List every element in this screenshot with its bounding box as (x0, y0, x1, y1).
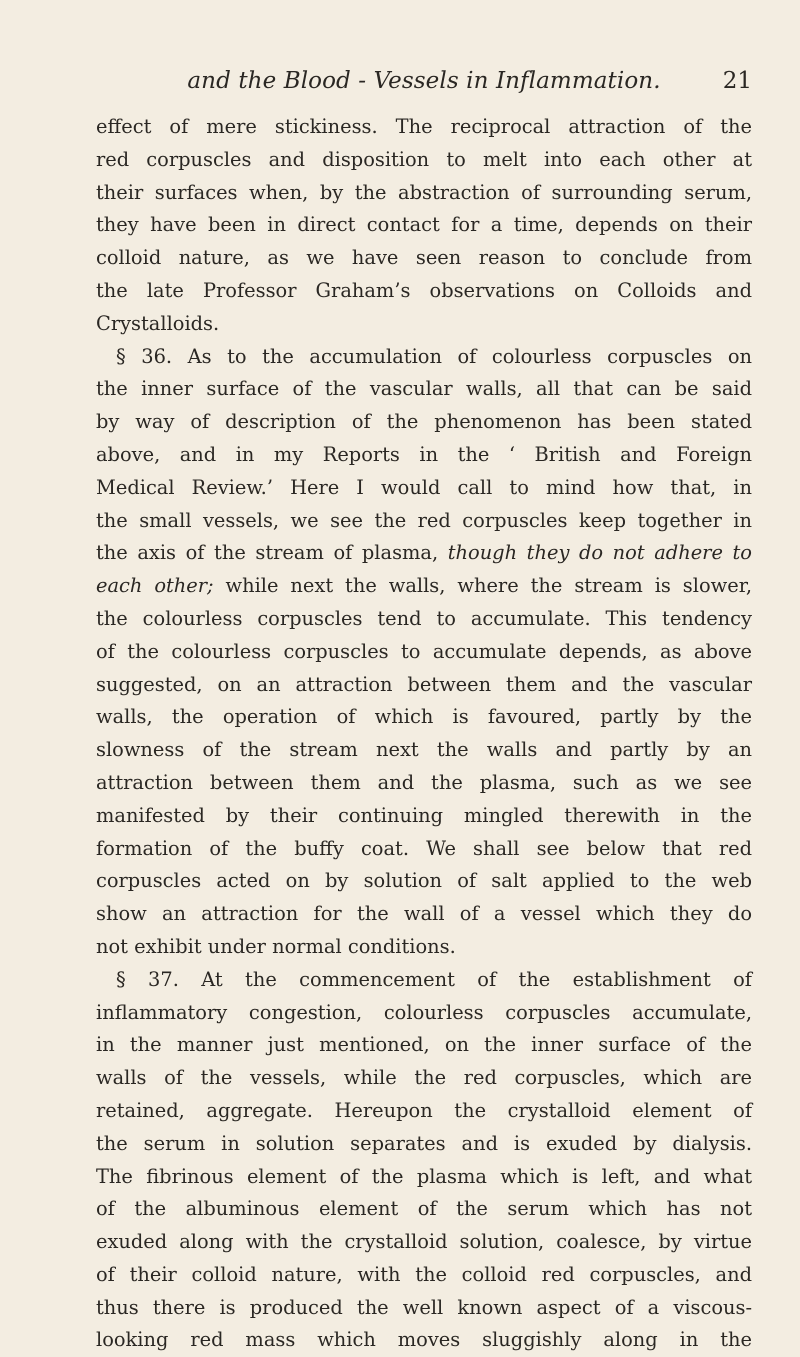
text-line: of the colourless corpuscles to accumulate depends, as above (96, 639, 752, 663)
italic-phrase: each other; (96, 574, 214, 598)
text-line: suggested, on an attraction between them and the vascular (96, 672, 752, 696)
text-line: they have been in direct contact for a time, depends on their (96, 213, 752, 237)
italic-phrase: though they do not adhere to (438, 541, 752, 565)
text-line: thus there is produced the well known aspect of a viscous- (96, 1295, 752, 1319)
text-line: walls, the operation of which is favoured, partly by the (96, 705, 752, 729)
page-number: 21 (722, 68, 752, 94)
text-line: inflammatory congestion, colourless corpuscles accumulate, (96, 1000, 752, 1024)
body-text (96, 111, 752, 1357)
text-line: each other; while next the walls, where the stream is slower, (96, 574, 752, 598)
text-line: the small vessels, we see the red corpuscles keep together in (96, 508, 752, 532)
text-line: the inner surface of the vascular walls, all that can be said (96, 377, 752, 401)
text-line: the serum in solution separates and is exuded by dialysis. (96, 1131, 752, 1155)
section-37-start: § 37. At the commencement of the establishment of (116, 967, 752, 991)
text-line: above, and in my Reports in the ‘ British and Foreign (96, 442, 752, 466)
text-line: exuded along with the crystalloid solution, coalesce, by virtue (96, 1230, 752, 1254)
text-line: effect of mere stickiness. The reciprocal attraction of the (96, 115, 752, 138)
text-line: the colourless corpuscles tend to accumulate. This tendency (96, 606, 752, 630)
text-line: the late Professor Graham’s observations on Colloids and (96, 278, 752, 302)
text-line: the axis of the stream of plasma, though they do not adhere to (96, 541, 752, 565)
text-line: colloid nature, as we have seen reason to conclude from (96, 246, 752, 270)
text-line: walls of the vessels, while the red corpuscles, which are (96, 1066, 752, 1090)
text-line: by way of description of the phenomenon has been stated (96, 410, 752, 434)
text-line: formation of the buffy coat. We shall see below that red (96, 836, 752, 860)
text-line: manifested by their continuing mingled therewith in the (96, 803, 752, 827)
section-36-start: § 36. As to the accumulation of colourless corpuscles on (116, 344, 752, 368)
text-line: slowness of the stream next the walls and partly by an (96, 738, 752, 762)
text-line: corpuscles acted on by solution of salt applied to the web (96, 869, 752, 893)
text-line: in the manner just mentioned, on the inner surface of the (96, 1033, 752, 1057)
running-title: and the Blood - Vessels in Inflammation. (187, 68, 661, 94)
text-line: their surfaces when, by the abstraction of surrounding serum, (96, 180, 752, 204)
text-line: of the albuminous element of the serum which has not (96, 1197, 752, 1221)
text-line: red corpuscles and disposition to melt into each other at (96, 147, 752, 171)
text-line: attraction between them and the plasma, such as we see (96, 770, 752, 794)
paragraph-end-line: not exhibit under normal conditions. (96, 934, 456, 958)
text-line: The fibrinous element of the plasma which is left, and what (96, 1164, 752, 1188)
text-line: looking red mass which moves sluggishly along in the (96, 1328, 752, 1352)
text-line: show an attraction for the wall of a vessel which they do (96, 902, 752, 926)
paragraph-end-line: Crystalloids. (96, 311, 220, 335)
text-line: of their colloid nature, with the colloid red corpuscles, and (96, 1262, 752, 1286)
running-head (96, 64, 752, 98)
text-line: Medical Review.’ Here I would call to mind how that, in (96, 475, 752, 499)
text-line: retained, aggregate. Hereupon the crystalloid element of (96, 1098, 752, 1122)
